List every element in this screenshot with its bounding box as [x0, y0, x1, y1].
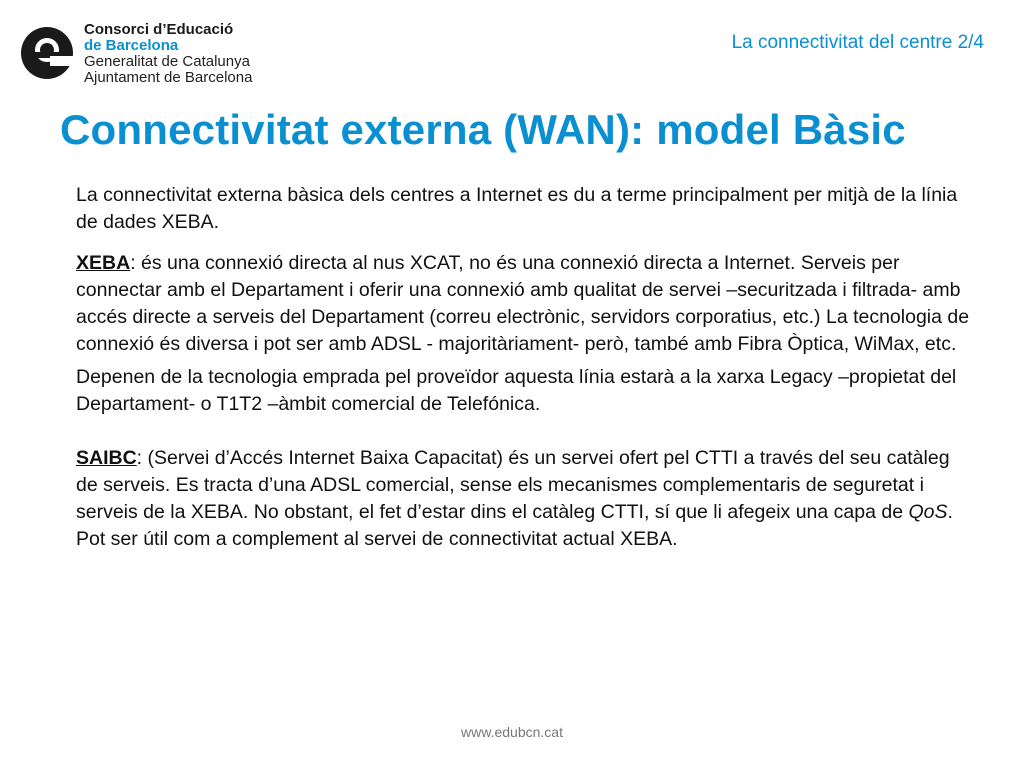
- logo: [20, 22, 260, 86]
- logo-line-2: de Barcelona: [84, 37, 179, 54]
- logo-line-4: Ajuntament de Barcelona: [84, 69, 253, 86]
- logo-line-1: Consorci d’Educació: [84, 21, 234, 38]
- xeba-term: XEBA: [76, 252, 131, 274]
- saibc-text-before: : (Servei d’Accés Internet Baixa Capacitat) és un servei ofert pel CTTI a través del seu catàleg de serveis. Es tracta d’una ADSL comercial, sense els mecanismes complementaris de seguretat i serveis de la XEBA. No obstant, el fet d’estar dins el catàleg CTTI, sí que li afegeix una capa de: [76, 447, 950, 523]
- xeba-text: : és una connexió directa al nus XCAT, no és una connexió directa a Internet. Serveis per connectar amb el Departament i oferir una connexió amb qualitat de servei –securitzada i filtrada- amb accés directe a serveis del Departament (correu electrònic, servidors corporatius, etc.) La tecnologia de connexió és diversa i pot ser amb ADSL - majoritàriament- però, també amb Fibra Òptica, WiMax, etc.: [76, 252, 970, 355]
- page-title: Connectivitat externa (WAN): model Bàsic: [60, 106, 906, 153]
- saibc-paragraph: [76, 445, 976, 553]
- logo-line-3: Generalitat de Catalunya: [84, 53, 250, 70]
- footer-url[interactable]: www.edubcn.cat: [461, 724, 563, 740]
- saibc-text-after: . Pot ser útil com a complement al servei de connectivitat actual XEBA.: [76, 501, 953, 550]
- slide-body: [76, 182, 976, 553]
- xeba-paragraph: [76, 250, 976, 358]
- edubcn-e-logo-icon: [20, 26, 74, 80]
- logo-text: [84, 22, 252, 86]
- legacy-paragraph: Depenen de la tecnologia emprada pel proveïdor aquesta línia estarà a la xarxa Legacy –propietat del Departament- o T1T2 –àmbit comercial de Telefónica.: [76, 366, 957, 415]
- slide-counter: La connectivitat del centre 2/4: [731, 32, 984, 53]
- saibc-term: SAIBC: [76, 447, 137, 469]
- qos-term: QoS: [908, 501, 948, 523]
- intro-paragraph: La connectivitat externa bàsica dels centres a Internet es du a terme principalment per mitjà de la línia de dades XEBA.: [76, 184, 958, 233]
